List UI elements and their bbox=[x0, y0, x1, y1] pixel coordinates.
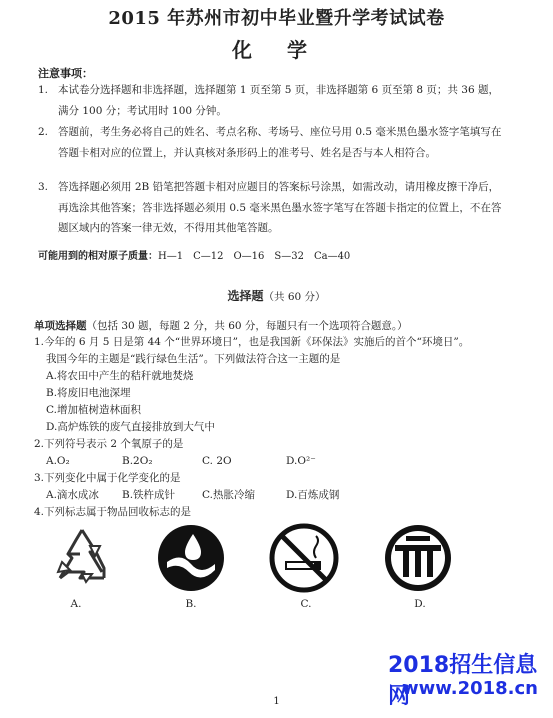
question-2-option-a: A.O₂ bbox=[46, 455, 70, 467]
section-title: 选择题 bbox=[227, 289, 264, 303]
question-4-option-b: B. bbox=[185, 598, 197, 610]
question-3-option-a: A.滴水成冰 bbox=[46, 489, 99, 501]
question-1-option-b: B.将废旧电池深埋 bbox=[46, 387, 131, 399]
note-text: 答题前，考生务必将自己的姓名、考点名称、考场号、座位号用 0.5 毫米黑色墨水签字笔填写在答题卡相对应的位置上，并认真核对条形码上的准考号、姓名是否与本人相符合。 bbox=[58, 126, 502, 159]
question-3-option-d: D.百炼成钢 bbox=[286, 489, 340, 501]
section-heading bbox=[0, 286, 553, 307]
question-4-option-c: C. bbox=[300, 598, 312, 610]
note-item bbox=[38, 122, 503, 163]
question-2-option-b: B.2O₂ bbox=[122, 455, 153, 467]
question-1-line-2: 我国今年的主题是“践行绿色生活”。下列做法符合这一主题的是 bbox=[46, 353, 341, 365]
notes-heading: 注意事项： bbox=[38, 67, 93, 80]
question-3-option-b: B.铁杵成针 bbox=[122, 489, 176, 501]
question-1-option-a: A.将农田中产生的秸秆就地焚烧 bbox=[46, 370, 194, 382]
no-smoking-icon bbox=[268, 522, 340, 594]
note-text: 本试卷分选择题和非选择题，选择题第 1 页至第 5 页，非选择题第 6 页至第 8 页；共 36 题，满分 100 分；考试用时 100 分钟。 bbox=[58, 84, 499, 117]
question-3-option-c: C.热胀冷缩 bbox=[202, 489, 255, 501]
section-score: （共 60 分） bbox=[263, 291, 326, 303]
question-4-stem: 4.下列标志属于物品回收标志的是 bbox=[34, 506, 192, 518]
question-1-line-1: 1.今年的 6 月 5 日是第 44 个“世界环境日”，也是我国新《环保法》实施后的首个“环境日”。 bbox=[34, 336, 470, 348]
page-number: 1 bbox=[273, 696, 280, 707]
question-1-option-d: D.高炉炼铁的废气直接排放到大气中 bbox=[46, 421, 215, 433]
question-4-option-a: A. bbox=[70, 598, 82, 610]
note-number: 2. bbox=[38, 126, 49, 138]
single-choice-label: 单项选择题 bbox=[34, 320, 87, 332]
note-item bbox=[38, 80, 503, 121]
atomic-masses bbox=[38, 247, 350, 267]
question-1-option-c: C.增加植树造林面积 bbox=[46, 404, 141, 416]
single-choice-heading bbox=[34, 316, 408, 336]
note-item bbox=[38, 177, 503, 239]
question-2-option-c: C. 2O bbox=[202, 455, 232, 467]
note-number: 1. bbox=[38, 84, 49, 96]
subject-title: 化 学 bbox=[232, 38, 321, 62]
exam-title: 2015 年苏州市初中毕业暨升学考试试卷 bbox=[108, 8, 445, 29]
water-saving-icon bbox=[155, 522, 227, 594]
question-4-option-d: D. bbox=[414, 598, 426, 610]
note-text: 答选择题必须用 2B 铅笔把答题卡相对应题目的答案标号涂黑，如需改动，请用橡皮擦干净后，再选涂其他答案；答非选择题必须用 0.5 毫米黑色墨水签字笔写在答题卡指定的位置上，不在答题区域内的答案一律无效，不得用其他笔答题。 bbox=[58, 181, 502, 234]
watermark-url: www.2018.cn bbox=[402, 678, 538, 699]
atomic-masses-label: 可能用到的相对原子质量： bbox=[38, 251, 158, 262]
single-choice-instruction: （包括 30 题，每题 2 分，共 60 分，每题只有一个选项符合题意。） bbox=[86, 320, 408, 332]
atomic-masses-values: H—1 C—12 O—16 S—32 Ca—40 bbox=[158, 251, 351, 262]
question-2-stem: 2.下列符号表示 2 个氧原子的是 bbox=[34, 438, 184, 450]
note-number: 3. bbox=[38, 181, 49, 193]
question-2-option-d: D.O²⁻ bbox=[286, 455, 316, 467]
recycling-icon bbox=[46, 522, 118, 594]
emblem-icon bbox=[382, 522, 454, 594]
question-3-stem: 3.下列变化中属于化学变化的是 bbox=[34, 472, 181, 484]
watermark-title: 2018招生信息网 bbox=[388, 653, 538, 709]
